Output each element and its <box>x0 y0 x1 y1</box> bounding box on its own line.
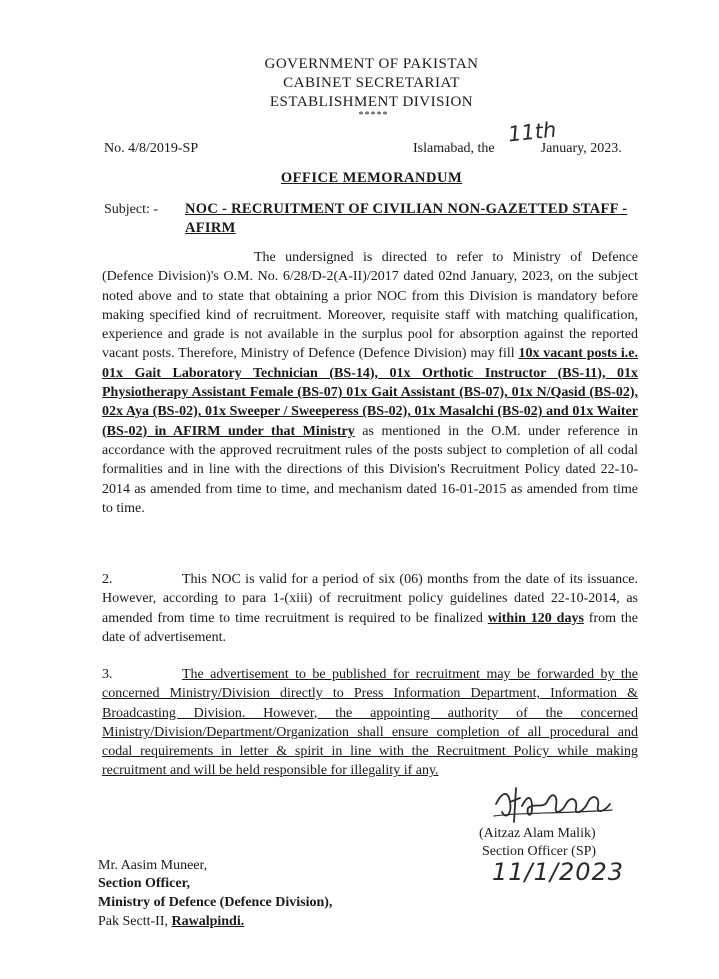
paragraph-1 <box>102 248 638 518</box>
paragraph-3 <box>102 665 638 781</box>
handwritten-date-day: 11th <box>506 117 558 147</box>
addressee-name: Mr. Aasim Muneer, <box>98 858 208 873</box>
addressee-address-prefix: Pak Sectt-II, <box>98 914 168 929</box>
paragraph-2-part-1: This NOC is valid for a period of six (06) months from the date of its issuance. However, according to para 1-(xiii) of recruitment policy guidelines dated 22-10-2014, as amended from time to time recruitment is required to be finalized <box>102 572 638 626</box>
paragraph-1-part-1: The undersigned is directed to refer to Ministry of Defence (Defence Division)'s O.M. No. 6/28/D-2(A-II)/2017 dated 02nd January, 2023, on the subject noted above and to state that obtaining a prior NOC from this Division is mandatory before making specified kind of recruitment. Moreover, requisite staff with matching qualification, experience and grade is not available in the surplus pool for absorption against the reported vacant posts. Therefore, Ministry of Defence (Defence Division) may fill <box>102 250 638 362</box>
header-stars: ***** <box>358 110 389 121</box>
handwritten-signature-date: 11/1/2023 <box>492 858 625 886</box>
header-cabinet-secretariat: CABINET SECRETARIAT <box>283 75 460 91</box>
memo-title: OFFICE MEMORANDUM <box>280 170 463 186</box>
addressee-city: Rawalpindi. <box>171 914 245 929</box>
addressee-ministry: Ministry of Defence (Defence Division), <box>98 895 333 910</box>
date-prefix: Islamabad, the <box>413 141 495 156</box>
paragraph-2-part-2: from the date of advertisement. <box>102 610 639 645</box>
reference-number: No. 4/8/2019-SP <box>104 141 199 156</box>
paragraph-3-number: 3. <box>102 667 113 682</box>
header-establishment-division: ESTABLISHMENT DIVISION <box>269 94 474 110</box>
subject-text: NOC - RECRUITMENT OF CIVILIAN NON-GAZETTED STAFF - AFIRM <box>185 201 628 236</box>
addressee-address <box>98 914 244 930</box>
paragraph-2 <box>102 570 638 647</box>
date-suffix: January, 2023. <box>540 141 622 156</box>
header-government: GOVERNMENT OF PAKISTAN <box>264 56 479 72</box>
subject-label: Subject: - <box>104 202 159 217</box>
signatory-name: (Aitzaz Alam Malik) <box>479 826 596 841</box>
signatory-designation: Section Officer (SP) <box>482 844 597 859</box>
paragraph-1-vacant-posts: 10x vacant posts i.e. 01x Gait Laboratory Technician (BS-14), 01x Orthotic Instructor (BS-11), 01x Physiotherapy Assistant Female (BS-07) 01x Gait Assistant (BS-07), 01x N/Qasid (BS-02), 02x Aya (BS-02), 01x Sweeper / Sweeperess (BS-02), 01x Masalchi (BS-02) and 01x Waiter (BS-02) in AFIRM under that Ministry <box>102 346 638 439</box>
signature-image <box>492 782 632 832</box>
paragraph-2-deadline: within 120 days <box>487 610 584 626</box>
paragraph-3-text: The advertisement to be published for recruitment may be forwarded by the concerned Ministry/Division directly to Press Information Department, Information & Broadcasting Division. However, the appointing authority of the concerned Ministry/Division/Department/Organization shall ensure completion of all procedural and codal requirements in letter & spirit in line with the Recruitment Policy while making recruitment and will be held responsible for illegality if any. <box>102 667 638 779</box>
addressee-designation: Section Officer, <box>98 876 191 891</box>
paragraph-2-number: 2. <box>102 572 113 587</box>
paragraph-1-part-2: as mentioned in the O.M. under reference in accordance with the approved recruitment rules of the posts subject to completion of all codal formalities and in line with the directions of this Division's Recruitment Policy dated 22-10-2014 as amended from time to time, and mechanism dated 16-01-2015 as amended from time to time. <box>102 423 638 516</box>
